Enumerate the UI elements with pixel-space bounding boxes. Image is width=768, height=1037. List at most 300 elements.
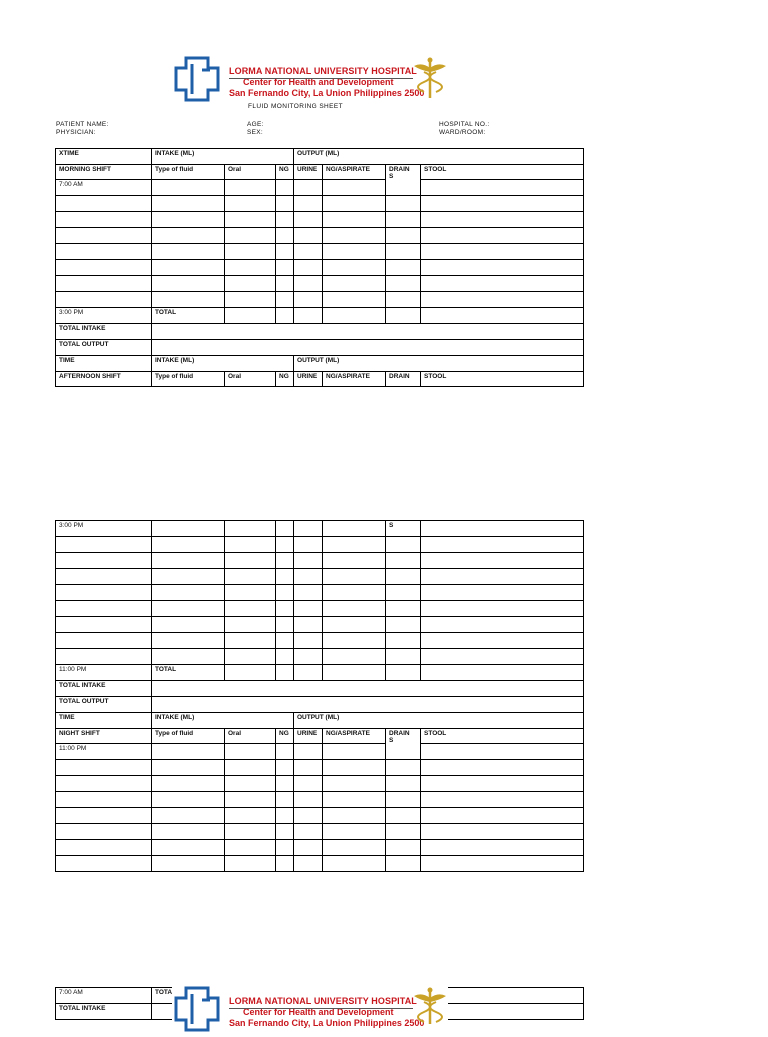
cell[interactable] bbox=[225, 585, 276, 601]
cell[interactable] bbox=[421, 617, 584, 633]
cell[interactable] bbox=[323, 244, 386, 260]
cell[interactable] bbox=[56, 856, 152, 872]
cell[interactable] bbox=[225, 260, 276, 276]
drains-header: DRAIN S bbox=[386, 729, 421, 760]
cell[interactable] bbox=[225, 633, 276, 649]
cell[interactable] bbox=[421, 633, 584, 649]
cell[interactable] bbox=[225, 196, 276, 212]
cell[interactable] bbox=[276, 665, 294, 681]
cell[interactable] bbox=[152, 633, 225, 649]
end-time: 11:00 PM bbox=[56, 665, 152, 681]
hospital-name: LORMA NATIONAL UNIVERSITY HOSPITAL bbox=[229, 66, 417, 76]
cell[interactable] bbox=[276, 633, 294, 649]
cell[interactable] bbox=[421, 569, 584, 585]
ng-aspirate-header: NG/ASPIRATE bbox=[323, 165, 386, 180]
cell[interactable] bbox=[152, 521, 225, 537]
cell[interactable] bbox=[421, 292, 584, 308]
cell[interactable] bbox=[56, 292, 152, 308]
cell[interactable] bbox=[323, 617, 386, 633]
cell[interactable] bbox=[152, 196, 225, 212]
cell[interactable] bbox=[152, 601, 225, 617]
total-output-label: TOTAL OUTPUT bbox=[56, 340, 152, 356]
table-row bbox=[56, 792, 584, 808]
cell[interactable] bbox=[225, 276, 276, 292]
cell[interactable] bbox=[421, 776, 584, 792]
cell[interactable] bbox=[225, 665, 276, 681]
cell[interactable] bbox=[294, 808, 323, 824]
cell[interactable] bbox=[386, 649, 421, 665]
cell[interactable] bbox=[323, 212, 386, 228]
table-row bbox=[56, 260, 584, 276]
ng-aspirate-header: NG/ASPIRATE bbox=[323, 372, 386, 387]
cell[interactable] bbox=[276, 212, 294, 228]
cell[interactable] bbox=[386, 212, 421, 228]
cell[interactable] bbox=[421, 856, 584, 872]
afternoon-night-table bbox=[55, 520, 584, 872]
table-row bbox=[56, 856, 584, 872]
total-label: TOTAL bbox=[152, 308, 225, 324]
output-header: OUTPUT (ML) bbox=[294, 713, 584, 729]
ward-label: WARD/ROOM: bbox=[439, 129, 486, 136]
hospital-center: Center for Health and Development bbox=[243, 1007, 394, 1017]
cell[interactable] bbox=[421, 760, 584, 776]
table-row bbox=[56, 601, 584, 617]
ng-header: NG bbox=[276, 729, 294, 744]
urine-header: URINE bbox=[294, 372, 323, 387]
sex-label: SEX: bbox=[247, 129, 264, 136]
cell[interactable] bbox=[56, 196, 152, 212]
cell[interactable] bbox=[421, 276, 584, 292]
cell[interactable] bbox=[323, 824, 386, 840]
table-row bbox=[56, 824, 584, 840]
cell[interactable] bbox=[225, 569, 276, 585]
cell[interactable] bbox=[294, 228, 323, 244]
patient-name-label: PATIENT NAME: bbox=[56, 121, 109, 128]
cell[interactable] bbox=[386, 760, 421, 776]
cell[interactable] bbox=[294, 212, 323, 228]
cell[interactable] bbox=[294, 585, 323, 601]
cell[interactable] bbox=[56, 617, 152, 633]
cell[interactable] bbox=[323, 776, 386, 792]
cell[interactable] bbox=[56, 760, 152, 776]
cell[interactable] bbox=[152, 617, 225, 633]
cell[interactable] bbox=[294, 244, 323, 260]
cell[interactable] bbox=[294, 569, 323, 585]
table-row bbox=[56, 292, 584, 308]
table-row bbox=[56, 776, 584, 792]
cell[interactable] bbox=[152, 649, 225, 665]
cell[interactable] bbox=[421, 196, 584, 212]
hospital-name-block bbox=[229, 66, 424, 99]
cell[interactable] bbox=[323, 585, 386, 601]
physician-label: PHYSICIAN: bbox=[56, 129, 96, 136]
cell[interactable] bbox=[276, 840, 294, 856]
morning-shift-table bbox=[55, 148, 584, 387]
cell[interactable] bbox=[276, 244, 294, 260]
cell[interactable] bbox=[225, 856, 276, 872]
cell[interactable] bbox=[294, 856, 323, 872]
total-intake-value[interactable] bbox=[152, 324, 584, 340]
stool-header: STOOL bbox=[421, 729, 584, 744]
cell[interactable] bbox=[152, 585, 225, 601]
cell[interactable] bbox=[294, 308, 323, 324]
cell[interactable] bbox=[56, 212, 152, 228]
cell[interactable] bbox=[294, 292, 323, 308]
start-time: 7:00 AM bbox=[56, 988, 152, 1004]
time-header: TIME bbox=[56, 356, 152, 372]
cell[interactable] bbox=[152, 244, 225, 260]
hospital-address: San Fernando City, La Union Philippines 2500 bbox=[229, 1018, 425, 1028]
cell[interactable] bbox=[421, 601, 584, 617]
cell[interactable] bbox=[294, 744, 323, 760]
cell[interactable] bbox=[386, 856, 421, 872]
cell[interactable] bbox=[323, 569, 386, 585]
urine-header: URINE bbox=[294, 729, 323, 744]
cell[interactable] bbox=[294, 824, 323, 840]
cell[interactable] bbox=[152, 553, 225, 569]
table-row bbox=[56, 840, 584, 856]
cell[interactable] bbox=[421, 260, 584, 276]
cell[interactable] bbox=[386, 776, 421, 792]
oral-header: Oral bbox=[225, 165, 276, 180]
cell[interactable] bbox=[323, 228, 386, 244]
ng-header: NG bbox=[276, 165, 294, 180]
cell[interactable] bbox=[294, 276, 323, 292]
cell[interactable] bbox=[56, 244, 152, 260]
hospital-name-block bbox=[229, 996, 424, 1029]
cell[interactable] bbox=[386, 792, 421, 808]
cell[interactable] bbox=[323, 744, 386, 760]
cell[interactable] bbox=[386, 537, 421, 553]
cell[interactable] bbox=[56, 808, 152, 824]
cell[interactable] bbox=[323, 601, 386, 617]
cell[interactable] bbox=[276, 537, 294, 553]
cell[interactable] bbox=[276, 180, 294, 196]
cell[interactable] bbox=[386, 665, 421, 681]
cell[interactable] bbox=[421, 585, 584, 601]
cell[interactable] bbox=[386, 228, 421, 244]
cell[interactable] bbox=[56, 585, 152, 601]
cell[interactable] bbox=[421, 228, 584, 244]
stool-header: STOOL bbox=[421, 165, 584, 180]
cell[interactable] bbox=[225, 792, 276, 808]
shift-label: MORNING SHIFT bbox=[56, 165, 152, 180]
cell[interactable] bbox=[323, 760, 386, 776]
cell[interactable] bbox=[56, 569, 152, 585]
cell[interactable] bbox=[294, 537, 323, 553]
ng-aspirate-header: NG/ASPIRATE bbox=[323, 729, 386, 744]
cell[interactable] bbox=[152, 228, 225, 244]
total-intake-label: TOTAL INTAKE bbox=[56, 324, 152, 340]
cell[interactable] bbox=[294, 633, 323, 649]
total-label-partial: TOTA bbox=[152, 988, 225, 1004]
cell[interactable] bbox=[152, 260, 225, 276]
output-header: OUTPUT (ML) bbox=[294, 149, 584, 165]
cell[interactable] bbox=[386, 808, 421, 824]
cell[interactable] bbox=[56, 260, 152, 276]
cell[interactable] bbox=[152, 537, 225, 553]
hospital-name: LORMA NATIONAL UNIVERSITY HOSPITAL bbox=[229, 996, 417, 1006]
total-output-label: TOTAL OUTPUT bbox=[56, 697, 152, 713]
output-header: OUTPUT (ML) bbox=[294, 356, 584, 372]
cell[interactable] bbox=[225, 228, 276, 244]
cell[interactable] bbox=[294, 776, 323, 792]
cell[interactable] bbox=[386, 585, 421, 601]
cell[interactable] bbox=[323, 180, 386, 196]
intake-header: INTAKE (ML) bbox=[152, 149, 294, 165]
patient-info-mid bbox=[247, 121, 264, 137]
cell[interactable] bbox=[276, 601, 294, 617]
cell[interactable] bbox=[152, 856, 225, 872]
oral-header: Oral bbox=[225, 729, 276, 744]
cell[interactable] bbox=[294, 553, 323, 569]
cell[interactable] bbox=[152, 744, 225, 760]
cell[interactable] bbox=[225, 744, 276, 760]
cell[interactable] bbox=[56, 601, 152, 617]
cell[interactable] bbox=[276, 521, 294, 537]
time-header: TIME bbox=[56, 713, 152, 729]
cell[interactable] bbox=[421, 521, 584, 537]
type-of-fluid-header: Type of fluid bbox=[152, 729, 225, 744]
cell[interactable] bbox=[152, 776, 225, 792]
table-row bbox=[56, 617, 584, 633]
cell[interactable] bbox=[386, 824, 421, 840]
cell[interactable] bbox=[152, 808, 225, 824]
cell[interactable] bbox=[421, 537, 584, 553]
total-output-value[interactable] bbox=[152, 340, 584, 356]
cell[interactable] bbox=[386, 569, 421, 585]
cell[interactable] bbox=[323, 633, 386, 649]
cell[interactable] bbox=[225, 808, 276, 824]
cell[interactable] bbox=[421, 212, 584, 228]
total-label: TOTAL bbox=[152, 665, 225, 681]
age-label: AGE: bbox=[247, 121, 264, 128]
cell[interactable] bbox=[152, 212, 225, 228]
table-row bbox=[56, 228, 584, 244]
table-row bbox=[56, 276, 584, 292]
total-intake-value[interactable] bbox=[152, 681, 584, 697]
cell[interactable] bbox=[421, 649, 584, 665]
cell[interactable] bbox=[386, 196, 421, 212]
cell[interactable] bbox=[421, 553, 584, 569]
table-row bbox=[56, 196, 584, 212]
cell[interactable] bbox=[386, 617, 421, 633]
cell[interactable] bbox=[294, 521, 323, 537]
cell[interactable] bbox=[386, 276, 421, 292]
cell[interactable] bbox=[276, 856, 294, 872]
cell[interactable] bbox=[276, 569, 294, 585]
cell[interactable] bbox=[294, 617, 323, 633]
cell[interactable] bbox=[386, 840, 421, 856]
table-row bbox=[56, 760, 584, 776]
cell[interactable] bbox=[225, 760, 276, 776]
cell[interactable] bbox=[276, 744, 294, 760]
cell[interactable] bbox=[323, 196, 386, 212]
night-start-time: 11:00 PM bbox=[56, 744, 152, 760]
cell[interactable] bbox=[225, 617, 276, 633]
hospital-logo-icon bbox=[172, 56, 222, 102]
cell[interactable] bbox=[225, 244, 276, 260]
cell[interactable] bbox=[323, 553, 386, 569]
cell[interactable] bbox=[152, 569, 225, 585]
header-rule bbox=[229, 78, 413, 79]
cell[interactable] bbox=[276, 617, 294, 633]
type-of-fluid-header: Type of fluid bbox=[152, 165, 225, 180]
cell[interactable] bbox=[152, 792, 225, 808]
cell[interactable] bbox=[56, 537, 152, 553]
hospital-no-label: HOSPITAL NO.: bbox=[439, 121, 490, 128]
time-header: XTIME bbox=[56, 149, 152, 165]
cell[interactable] bbox=[276, 228, 294, 244]
intake-header: INTAKE (ML) bbox=[152, 356, 294, 372]
drains-header: DRAIN bbox=[386, 372, 421, 387]
cell[interactable] bbox=[323, 840, 386, 856]
cell[interactable] bbox=[152, 760, 225, 776]
cell[interactable] bbox=[323, 856, 386, 872]
cell[interactable] bbox=[56, 840, 152, 856]
cell[interactable] bbox=[386, 308, 421, 324]
table-row bbox=[56, 808, 584, 824]
table-row bbox=[56, 585, 584, 601]
cell[interactable] bbox=[225, 292, 276, 308]
cell[interactable] bbox=[225, 180, 276, 196]
hospital-logo-icon bbox=[172, 986, 222, 1032]
cell[interactable] bbox=[294, 792, 323, 808]
cell[interactable] bbox=[225, 308, 276, 324]
cell[interactable] bbox=[323, 276, 386, 292]
cell[interactable] bbox=[276, 553, 294, 569]
cell[interactable] bbox=[276, 276, 294, 292]
cell[interactable] bbox=[225, 649, 276, 665]
caduceus-icon bbox=[412, 986, 448, 1024]
cell[interactable] bbox=[294, 260, 323, 276]
cell[interactable] bbox=[56, 553, 152, 569]
cell[interactable] bbox=[225, 824, 276, 840]
total-intake-label: TOTAL INTAKE bbox=[56, 1004, 152, 1020]
cell[interactable] bbox=[56, 649, 152, 665]
total-output-value[interactable] bbox=[152, 697, 584, 713]
shift-label: NIGHT SHIFT bbox=[56, 729, 152, 744]
type-of-fluid-header: Type of fluid bbox=[152, 372, 225, 387]
cell[interactable] bbox=[56, 276, 152, 292]
cell[interactable] bbox=[56, 633, 152, 649]
cell[interactable] bbox=[276, 776, 294, 792]
cell[interactable] bbox=[56, 776, 152, 792]
ng-header: NG bbox=[276, 372, 294, 387]
cell[interactable] bbox=[225, 521, 276, 537]
cell[interactable] bbox=[294, 665, 323, 681]
cell[interactable] bbox=[152, 840, 225, 856]
cell[interactable] bbox=[276, 760, 294, 776]
cell[interactable] bbox=[276, 824, 294, 840]
cell[interactable] bbox=[276, 649, 294, 665]
cell[interactable] bbox=[276, 292, 294, 308]
cell[interactable] bbox=[323, 792, 386, 808]
cell[interactable] bbox=[294, 840, 323, 856]
cell[interactable] bbox=[294, 649, 323, 665]
cell[interactable] bbox=[276, 260, 294, 276]
cell[interactable] bbox=[421, 180, 584, 196]
cell[interactable] bbox=[421, 792, 584, 808]
table-row bbox=[56, 244, 584, 260]
cell[interactable] bbox=[294, 196, 323, 212]
cell[interactable] bbox=[225, 553, 276, 569]
cell[interactable] bbox=[225, 601, 276, 617]
cell[interactable] bbox=[294, 601, 323, 617]
cell[interactable] bbox=[56, 228, 152, 244]
cell[interactable] bbox=[323, 308, 386, 324]
cell[interactable] bbox=[421, 665, 584, 681]
cell[interactable] bbox=[276, 808, 294, 824]
patient-info-left bbox=[56, 121, 109, 137]
table-row bbox=[56, 537, 584, 553]
cell[interactable] bbox=[225, 537, 276, 553]
oral-header: Oral bbox=[225, 372, 276, 387]
cell[interactable] bbox=[152, 292, 225, 308]
cell[interactable] bbox=[323, 260, 386, 276]
cell[interactable] bbox=[294, 760, 323, 776]
cell[interactable] bbox=[152, 180, 225, 196]
cell[interactable] bbox=[421, 244, 584, 260]
sheet-title: FLUID MONITORING SHEET bbox=[248, 103, 343, 110]
cell[interactable] bbox=[225, 840, 276, 856]
table-row bbox=[56, 569, 584, 585]
start-time: 3:00 PM bbox=[56, 521, 152, 537]
shift-label: AFTERNOON SHIFT bbox=[56, 372, 152, 387]
cell[interactable] bbox=[323, 665, 386, 681]
cell[interactable] bbox=[323, 521, 386, 537]
start-time: 7:00 AM bbox=[56, 180, 152, 196]
cell[interactable] bbox=[421, 308, 584, 324]
cell[interactable] bbox=[421, 840, 584, 856]
cell[interactable] bbox=[323, 292, 386, 308]
cell[interactable] bbox=[386, 260, 421, 276]
header-rule bbox=[229, 1008, 413, 1009]
cell[interactable] bbox=[323, 808, 386, 824]
table-row bbox=[56, 212, 584, 228]
cell[interactable] bbox=[421, 744, 584, 760]
drains-header: DRAIN S bbox=[386, 165, 421, 196]
cell[interactable] bbox=[56, 792, 152, 808]
cell[interactable] bbox=[225, 212, 276, 228]
cell[interactable] bbox=[152, 276, 225, 292]
total-intake-label: TOTAL INTAKE bbox=[56, 681, 152, 697]
hospital-address: San Fernando City, La Union Philippines 2500 bbox=[229, 88, 425, 98]
cell[interactable] bbox=[56, 824, 152, 840]
cell[interactable] bbox=[421, 824, 584, 840]
table-row bbox=[56, 633, 584, 649]
cell[interactable] bbox=[386, 292, 421, 308]
cell[interactable] bbox=[386, 633, 421, 649]
end-time: 3:00 PM bbox=[56, 308, 152, 324]
cell[interactable] bbox=[323, 649, 386, 665]
table-row bbox=[56, 553, 584, 569]
cell[interactable] bbox=[294, 180, 323, 196]
cell[interactable] bbox=[386, 244, 421, 260]
cell[interactable] bbox=[323, 537, 386, 553]
cell[interactable] bbox=[386, 553, 421, 569]
cell[interactable] bbox=[225, 776, 276, 792]
hospital-center: Center for Health and Development bbox=[243, 77, 394, 87]
cell[interactable] bbox=[152, 824, 225, 840]
intake-header: INTAKE (ML) bbox=[152, 713, 294, 729]
cell[interactable] bbox=[276, 792, 294, 808]
cell[interactable] bbox=[421, 808, 584, 824]
cell[interactable] bbox=[276, 308, 294, 324]
cell[interactable] bbox=[276, 196, 294, 212]
cell[interactable] bbox=[386, 601, 421, 617]
cell[interactable] bbox=[276, 585, 294, 601]
